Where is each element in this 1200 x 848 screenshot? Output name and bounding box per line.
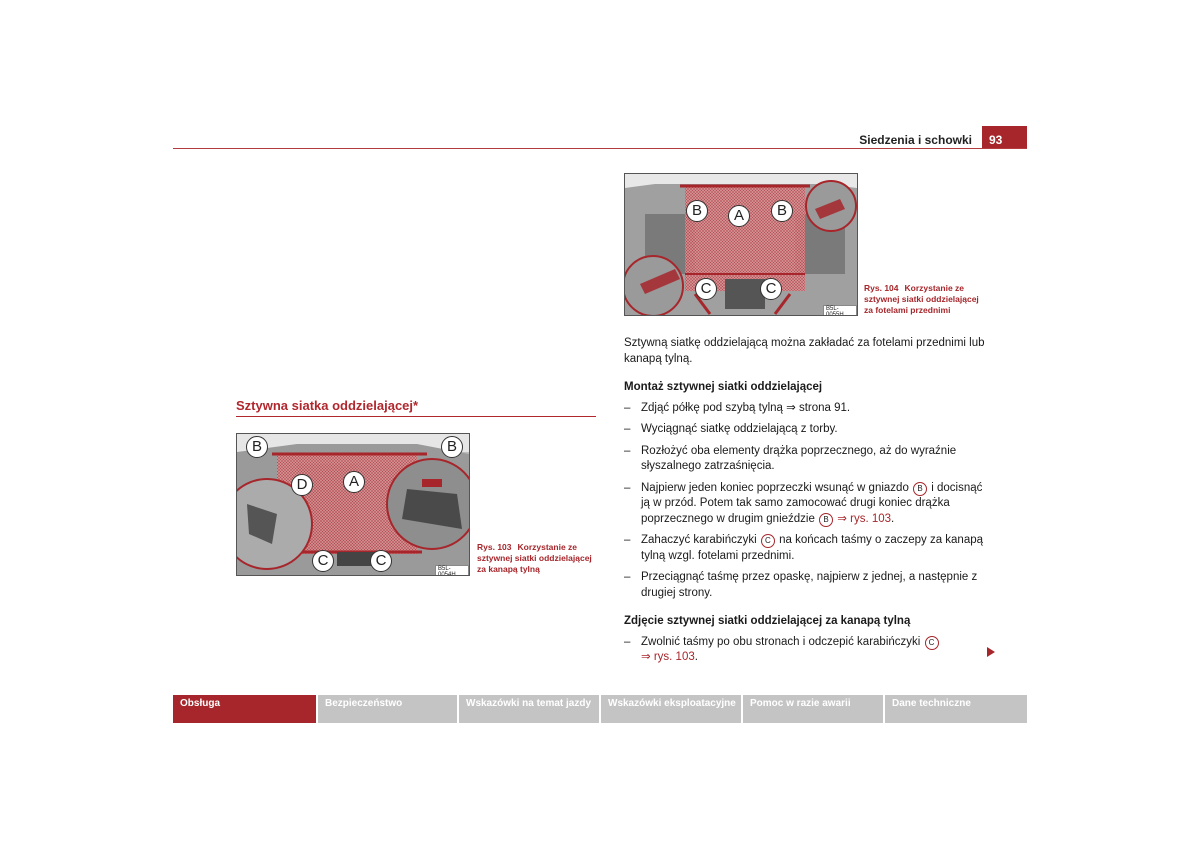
caption-text: Korzystanie ze sztywnej siatki oddzielającej za fotelami przednimi (864, 283, 979, 315)
figure-callout-label: C (370, 550, 392, 572)
figure-callout-label: C (312, 550, 334, 572)
next-page-arrow-icon[interactable] (987, 647, 995, 657)
caption-number: Rys. 103 (477, 542, 512, 552)
list-item: – Wyciągnąć siatkę oddzielającą z torby. (624, 423, 838, 435)
header-rule (173, 148, 1027, 149)
figure-reference-link[interactable]: ⇒ rys. 103 (641, 651, 695, 663)
caption-number: Rys. 104 (864, 283, 899, 293)
list-item: – Najpierw jeden koniec poprzeczki wsunąć w gniazdo B i docisnąć ją w przód. Potem tak samo zamocować drugi koniec drążka poprzecznego w drugim gnieździe B ⇒ rys. 103. (624, 481, 983, 525)
figure-callout-label: B (441, 436, 463, 458)
tab-wskazowki-jazdy[interactable]: Wskazówki na temat jazdy (459, 695, 601, 723)
figure-code: B5L-0054H (435, 565, 469, 576)
list-item: – Zahaczyć karabińczyki C na końcach taśmy o zaczepy za kanapą tylną wzgl. fotelami przednimi. (624, 534, 984, 562)
figure-callout-label: B (686, 200, 708, 222)
figure-callout-label: B (771, 200, 793, 222)
caption-text: Korzystanie ze sztywnej siatki oddzielającej za kanapą tylną (477, 542, 592, 574)
list-item: – Rozłożyć oba elementy drążka poprzecznego, aż do wyraźnie słyszalnego zatrzaśnięcia. (624, 444, 957, 472)
callout-b-icon: B (913, 482, 927, 496)
intro-paragraph: Sztywną siatkę oddzielającą można zakładać za fotelami przednimi lub kanapą tylną. (624, 337, 985, 365)
callout-c-icon: C (925, 636, 939, 650)
figure-104-caption (864, 283, 989, 316)
figure-callout-label: A (728, 205, 750, 227)
list-item: – Zdjąć półkę pod szybą tylną ⇒ strona 91. (624, 401, 851, 414)
page-number: 93 (982, 126, 1027, 149)
list-item: – Przeciągnąć taśmę przez opaskę, najpierw z jednej, a następnie z drugiej strony. (624, 571, 978, 599)
figure-callout-label: C (695, 278, 717, 300)
section-heading: Sztywna siatka oddzielającej* (236, 398, 596, 417)
figure-callout-label: B (246, 436, 268, 458)
subheading-mounting: Montaż sztywnej siatki oddzielającej (624, 381, 823, 393)
figure-callout-label: A (343, 471, 365, 493)
subheading-removal: Zdjęcie sztywnej siatki oddzielającej za kanapą tylną (624, 615, 911, 627)
figure-callout-label: C (760, 278, 782, 300)
figure-code: B5L-0055H (823, 305, 857, 316)
figure-103 (236, 433, 470, 576)
list-item: – Zwolnić taśmy po obu stronach i odczepić karabińczyki C ⇒ rys. 103. (624, 635, 986, 666)
running-header-title: Siedzenia i schowki (859, 133, 972, 147)
figure-104 (624, 173, 858, 316)
tab-bezpieczenstwo[interactable]: Bezpieczeństwo (318, 695, 459, 723)
footer-nav (173, 695, 1027, 723)
figure-103-caption (477, 542, 602, 575)
figure-reference-link[interactable]: ⇒ rys. 103 (837, 512, 892, 525)
tab-pomoc[interactable]: Pomoc w razie awarii (743, 695, 885, 723)
figure-callout-label: D (291, 474, 313, 496)
body-text (624, 336, 986, 672)
tab-obsluga[interactable]: Obsługa (173, 695, 318, 723)
tab-wskazowki-eksploatacyjne[interactable]: Wskazówki eksploatacyjne (601, 695, 743, 723)
callout-c-icon: C (761, 534, 775, 548)
callout-b-icon: B (819, 513, 833, 527)
tab-dane-techniczne[interactable]: Dane techniczne (885, 695, 1027, 723)
